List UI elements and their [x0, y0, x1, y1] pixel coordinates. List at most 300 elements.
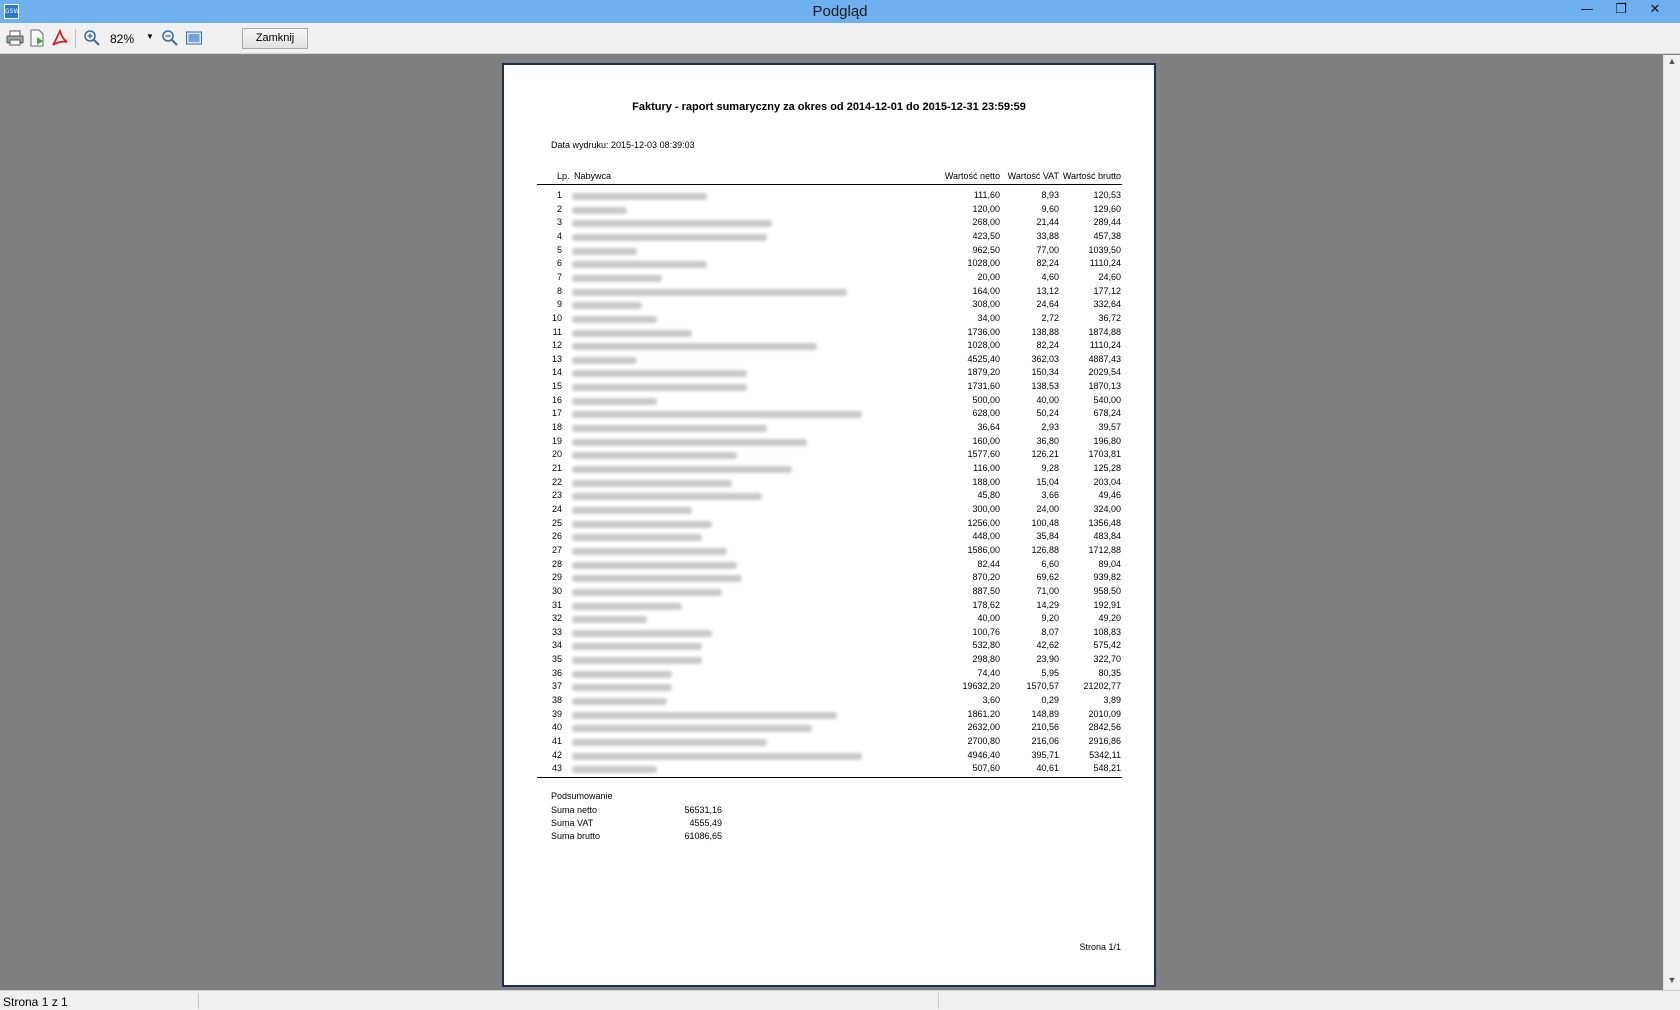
- row-vat: 6,60: [1041, 558, 1059, 569]
- row-vat: 9,20: [1041, 613, 1059, 624]
- row-lp: 38: [551, 695, 562, 706]
- row-netto: 448,00: [972, 531, 1000, 542]
- table-row: [504, 695, 1154, 708]
- row-buyer-redacted: [572, 671, 672, 678]
- row-brutto: 129,60: [1093, 203, 1121, 214]
- table-row: [504, 668, 1154, 681]
- row-lp: 41: [551, 736, 562, 746]
- row-buyer-redacted: [572, 248, 637, 255]
- row-brutto: 21202,77: [1083, 681, 1121, 692]
- table-row: [504, 709, 1154, 722]
- row-netto: 268,00: [972, 217, 1000, 228]
- vertical-scrollbar[interactable]: [1663, 55, 1680, 990]
- table-row: [504, 436, 1154, 449]
- row-buyer-redacted: [572, 343, 817, 350]
- row-brutto: 958,50: [1093, 585, 1121, 596]
- row-netto: 308,00: [972, 299, 1000, 310]
- row-netto: 2700,80: [967, 736, 1000, 746]
- row-lp: 22: [551, 476, 562, 487]
- window-title: Podgląd: [812, 3, 868, 20]
- row-lp: 15: [551, 381, 562, 392]
- row-buyer-redacted: [572, 603, 682, 610]
- toolbar-separator: [75, 29, 76, 48]
- page-view-icon[interactable]: [185, 29, 203, 47]
- row-vat: 14,29: [1036, 599, 1059, 610]
- row-vat: 5,95: [1041, 667, 1059, 678]
- row-netto: 82,44: [977, 558, 1000, 569]
- row-netto: 1028,00: [967, 258, 1000, 269]
- table-row: [504, 640, 1154, 653]
- row-brutto: 1870,13: [1088, 381, 1121, 392]
- table-row: [504, 258, 1154, 271]
- page-number: Strona 1/1: [1079, 942, 1121, 952]
- close-button[interactable]: Zamknij: [242, 28, 308, 49]
- footer-rule: [537, 777, 1122, 778]
- row-lp: 32: [551, 613, 562, 624]
- row-brutto: 177,12: [1093, 285, 1121, 296]
- row-brutto: 49,20: [1098, 613, 1121, 624]
- row-brutto: 196,80: [1093, 435, 1121, 446]
- table-row: [504, 736, 1154, 749]
- row-lp: 40: [551, 722, 562, 733]
- row-brutto: 2029,54: [1088, 367, 1121, 378]
- row-buyer-redacted: [572, 684, 672, 691]
- row-netto: 100,76: [972, 626, 1000, 637]
- table-row: [504, 449, 1154, 462]
- row-lp: 30: [551, 585, 562, 596]
- zoom-value: 82%: [110, 32, 135, 46]
- row-lp: 16: [551, 394, 562, 405]
- table-row: [504, 422, 1154, 435]
- row-buyer-redacted: [572, 643, 702, 650]
- row-lp: 9: [556, 299, 562, 310]
- pdf-icon[interactable]: [51, 29, 69, 47]
- row-vat: 210,56: [1031, 722, 1059, 733]
- row-vat: 148,89: [1031, 708, 1059, 719]
- row-netto: 111,60: [973, 190, 1000, 200]
- close-icon[interactable]: ✕: [1649, 2, 1661, 17]
- row-netto: 1028,00: [967, 340, 1000, 351]
- row-brutto: 289,44: [1093, 217, 1121, 228]
- row-netto: 120,00: [972, 203, 1000, 214]
- row-buyer-redacted: [572, 289, 847, 296]
- row-brutto: 324,00: [1093, 503, 1121, 514]
- row-vat: 42,62: [1036, 640, 1059, 651]
- row-buyer-redacted: [572, 411, 862, 418]
- row-lp: 39: [551, 708, 562, 719]
- row-brutto: 80,35: [1098, 667, 1121, 678]
- table-row: [504, 531, 1154, 544]
- row-brutto: 5342,11: [1089, 749, 1121, 760]
- row-netto: 1577,60: [967, 449, 1000, 460]
- row-netto: 116,00: [973, 463, 1000, 473]
- row-brutto: 457,38: [1093, 230, 1121, 241]
- row-lp: 12: [551, 340, 562, 351]
- table-row: [504, 504, 1154, 517]
- header-netto: Wartość netto: [944, 171, 1000, 181]
- row-netto: 20,00: [977, 271, 1000, 282]
- row-brutto: 322,70: [1093, 654, 1121, 665]
- row-netto: 188,00: [972, 476, 1000, 487]
- row-vat: 138,88: [1031, 326, 1059, 337]
- row-lp: 10: [551, 312, 562, 323]
- row-lp: 13: [551, 353, 562, 364]
- table-row: [504, 463, 1154, 476]
- row-buyer-redacted: [572, 193, 707, 200]
- row-lp: 42: [551, 749, 562, 760]
- row-netto: 1879,20: [967, 367, 1000, 378]
- row-brutto: 2916,86: [1088, 736, 1121, 746]
- app-icon: GSW: [4, 4, 19, 19]
- row-netto: 628,00: [972, 408, 1000, 419]
- table-row: [504, 217, 1154, 230]
- table-row: [504, 490, 1154, 503]
- row-lp: 4: [556, 230, 562, 241]
- row-lp: 23: [551, 490, 562, 501]
- table-row: [504, 722, 1154, 735]
- scroll-down-icon[interactable]: ▼: [1667, 975, 1677, 985]
- row-brutto: 1039,50: [1088, 244, 1121, 255]
- row-lp: 1: [556, 190, 562, 200]
- row-brutto: 3,89: [1103, 695, 1121, 706]
- row-buyer-redacted: [572, 725, 812, 732]
- table-row: [504, 627, 1154, 640]
- row-vat: 9,28: [1041, 463, 1059, 473]
- row-lp: 5: [556, 244, 562, 255]
- export-icon[interactable]: [28, 29, 46, 47]
- scroll-up-icon[interactable]: ▲: [1667, 56, 1677, 66]
- row-netto: 19632,20: [962, 681, 1000, 692]
- row-lp: 43: [551, 763, 562, 774]
- row-lp: 31: [551, 599, 562, 610]
- table-row: [504, 750, 1154, 763]
- row-brutto: 2010,09: [1088, 708, 1121, 719]
- row-brutto: 108,83: [1093, 626, 1121, 637]
- row-vat: 9,60: [1041, 203, 1059, 214]
- table-row: [504, 559, 1154, 572]
- row-lp: 37: [551, 681, 562, 692]
- row-netto: 1861,20: [967, 708, 1000, 719]
- table-row: [504, 518, 1154, 531]
- zoom-in-icon[interactable]: [83, 29, 101, 47]
- row-buyer-redacted: [572, 493, 762, 500]
- row-vat: 0,29: [1041, 695, 1059, 706]
- row-lp: 33: [551, 626, 562, 637]
- row-brutto: 483,84: [1093, 531, 1121, 542]
- row-buyer-redacted: [572, 480, 732, 487]
- row-lp: 11: [552, 326, 562, 337]
- row-vat: 36,80: [1036, 435, 1059, 446]
- title-bar: [0, 0, 1680, 23]
- row-lp: 20: [551, 449, 562, 460]
- row-buyer-redacted: [572, 357, 637, 364]
- row-buyer-redacted: [572, 425, 767, 432]
- table-row: [504, 681, 1154, 694]
- row-brutto: 125,28: [1093, 463, 1121, 473]
- row-brutto: 4887,43: [1088, 353, 1121, 364]
- row-vat: 24,64: [1036, 299, 1059, 310]
- row-vat: 4,60: [1041, 271, 1059, 282]
- row-buyer-redacted: [572, 439, 807, 446]
- row-buyer-redacted: [572, 698, 667, 705]
- row-buyer-redacted: [572, 370, 747, 377]
- row-netto: 2632,00: [967, 722, 1000, 733]
- row-brutto: 1712,88: [1088, 544, 1121, 555]
- row-brutto: 49,46: [1098, 490, 1121, 501]
- table-row: [504, 572, 1154, 585]
- row-netto: 298,80: [972, 654, 1000, 665]
- row-buyer-redacted: [572, 207, 627, 214]
- chevron-down-icon[interactable]: ▼: [146, 32, 154, 41]
- row-vat: 24,00: [1036, 503, 1059, 514]
- print-icon[interactable]: [6, 29, 24, 47]
- table-row: [504, 586, 1154, 599]
- row-vat: 2,72: [1041, 312, 1059, 323]
- row-vat: 150,34: [1031, 367, 1059, 378]
- status-page-info: Strona 1 z 1: [3, 995, 68, 1009]
- row-netto: 74,40: [977, 667, 1000, 678]
- table-row: [504, 190, 1154, 203]
- sum-vat-label: Suma VAT: [551, 818, 594, 828]
- row-buyer-redacted: [572, 630, 712, 637]
- row-vat: 362,03: [1031, 353, 1059, 364]
- row-netto: 423,50: [972, 230, 1000, 241]
- restore-icon[interactable]: ❐: [1615, 2, 1627, 17]
- table-row: [504, 286, 1154, 299]
- table-row: [504, 204, 1154, 217]
- row-lp: 2: [556, 203, 562, 214]
- table-row: [504, 654, 1154, 667]
- minimize-icon[interactable]: —: [1580, 2, 1594, 17]
- row-brutto: 192,91: [1093, 599, 1121, 610]
- row-buyer-redacted: [572, 302, 642, 309]
- row-lp: 19: [551, 435, 562, 446]
- row-buyer-redacted: [572, 562, 737, 569]
- row-brutto: 678,24: [1093, 408, 1121, 419]
- row-vat: 21,44: [1036, 217, 1059, 228]
- row-buyer-redacted: [572, 398, 657, 405]
- zoom-select[interactable]: [106, 29, 156, 48]
- table-row: [504, 327, 1154, 340]
- row-vat: 3,66: [1041, 490, 1059, 501]
- row-lp: 25: [551, 517, 562, 528]
- table-row: [504, 763, 1154, 776]
- row-vat: 1570,57: [1026, 681, 1059, 692]
- row-netto: 870,20: [972, 572, 1000, 583]
- row-buyer-redacted: [572, 234, 767, 241]
- row-brutto: 1703,81: [1088, 449, 1121, 460]
- row-vat: 50,24: [1036, 408, 1059, 419]
- row-brutto: 1110,24: [1089, 340, 1121, 351]
- row-netto: 40,00: [977, 613, 1000, 624]
- row-vat: 35,84: [1036, 531, 1059, 542]
- row-buyer-redacted: [572, 521, 712, 528]
- row-vat: 15,04: [1036, 476, 1059, 487]
- status-separator: [938, 993, 939, 1009]
- header-lp: Lp.: [557, 171, 570, 181]
- row-buyer-redacted: [572, 766, 657, 773]
- row-buyer-redacted: [572, 657, 702, 664]
- table-row: [504, 299, 1154, 312]
- row-netto: 3,60: [982, 695, 1000, 706]
- row-netto: 532,80: [972, 640, 1000, 651]
- sum-netto-value: 56531,16: [684, 805, 722, 815]
- status-separator: [198, 993, 199, 1009]
- row-vat: 126,21: [1031, 449, 1059, 460]
- row-brutto: 24,60: [1098, 271, 1121, 282]
- row-lp: 8: [556, 285, 562, 296]
- row-brutto: 548,21: [1093, 763, 1121, 774]
- sum-netto-label: Suma netto: [551, 805, 598, 815]
- table-row: [504, 272, 1154, 285]
- header-buyer: Nabywca: [574, 171, 612, 181]
- row-brutto: 540,00: [1093, 394, 1121, 405]
- row-brutto: 332,64: [1093, 299, 1121, 310]
- row-netto: 34,00: [977, 312, 1000, 323]
- row-brutto: 203,04: [1093, 476, 1121, 487]
- row-vat: 71,00: [1036, 585, 1059, 596]
- table-row: [504, 600, 1154, 613]
- row-netto: 500,00: [972, 394, 1000, 405]
- table-row: [504, 545, 1154, 558]
- row-vat: 82,24: [1036, 340, 1059, 351]
- row-vat: 138,53: [1031, 381, 1059, 392]
- row-netto: 178,62: [972, 599, 1000, 610]
- row-netto: 1586,00: [967, 544, 1000, 555]
- status-bar: [0, 990, 1680, 1010]
- row-vat: 8,93: [1041, 190, 1059, 200]
- sum-brutto-value: 61086,65: [684, 831, 722, 841]
- row-vat: 82,24: [1036, 258, 1059, 269]
- row-lp: 24: [551, 503, 562, 514]
- row-netto: 887,50: [972, 585, 1000, 596]
- row-vat: 8,07: [1041, 626, 1059, 637]
- sum-vat-value: 4555,49: [689, 818, 722, 828]
- row-netto: 160,00: [972, 435, 1000, 446]
- row-buyer-redacted: [572, 316, 657, 323]
- row-brutto: 1110,24: [1089, 258, 1121, 269]
- row-vat: 13,12: [1036, 285, 1059, 296]
- row-vat: 126,88: [1031, 544, 1059, 555]
- row-lp: 28: [551, 558, 562, 569]
- toolbar: [0, 23, 1680, 54]
- row-buyer-redacted: [572, 466, 792, 473]
- table-row: [504, 231, 1154, 244]
- print-date: Data wydruku: 2015-12-03 08:39:03: [551, 140, 695, 150]
- table-row: [504, 354, 1154, 367]
- row-vat: 23,90: [1036, 654, 1059, 665]
- table-row: [504, 245, 1154, 258]
- zoom-out-icon[interactable]: [161, 29, 179, 47]
- row-lp: 14: [551, 367, 562, 378]
- row-buyer-redacted: [572, 753, 862, 760]
- row-buyer-redacted: [572, 575, 742, 582]
- row-vat: 100,48: [1031, 517, 1059, 528]
- table-row: [504, 367, 1154, 380]
- row-lp: 27: [551, 544, 562, 555]
- row-lp: 29: [551, 572, 562, 583]
- row-vat: 40,61: [1036, 763, 1059, 774]
- row-netto: 1256,00: [967, 517, 1000, 528]
- row-buyer-redacted: [572, 548, 727, 555]
- table-row: [504, 613, 1154, 626]
- row-vat: 2,93: [1041, 422, 1059, 433]
- row-lp: 21: [551, 463, 562, 473]
- row-lp: 26: [551, 531, 562, 542]
- row-buyer-redacted: [572, 330, 692, 337]
- row-brutto: 1356,48: [1088, 517, 1121, 528]
- row-brutto: 939,82: [1093, 572, 1121, 583]
- row-vat: 69,62: [1036, 572, 1059, 583]
- row-buyer-redacted: [572, 507, 692, 514]
- row-buyer-redacted: [572, 616, 647, 623]
- row-vat: 216,06: [1031, 736, 1059, 746]
- header-brutto: Wartość brutto: [1062, 171, 1121, 181]
- row-lp: 36: [551, 667, 562, 678]
- header-rule: [537, 184, 1122, 185]
- row-netto: 45,80: [977, 490, 1000, 501]
- row-lp: 18: [551, 422, 562, 433]
- header-vat: Wartość VAT: [1007, 171, 1059, 181]
- row-buyer-redacted: [572, 384, 747, 391]
- row-lp: 7: [556, 271, 562, 282]
- row-netto: 4946,40: [967, 749, 1000, 760]
- row-brutto: 2842,56: [1088, 722, 1121, 733]
- row-buyer-redacted: [572, 275, 662, 282]
- table-row: [504, 313, 1154, 326]
- row-lp: 6: [556, 258, 562, 269]
- table-row: [504, 408, 1154, 421]
- row-brutto: 89,04: [1098, 558, 1121, 569]
- row-lp: 3: [556, 217, 562, 228]
- row-brutto: 36,72: [1098, 312, 1121, 323]
- row-netto: 1736,00: [967, 326, 1000, 337]
- row-buyer-redacted: [572, 739, 767, 746]
- row-brutto: 575,42: [1093, 640, 1121, 651]
- row-netto: 300,00: [972, 503, 1000, 514]
- row-brutto: 1874,88: [1088, 326, 1121, 337]
- row-vat: 40,00: [1036, 394, 1059, 405]
- row-netto: 36,64: [977, 422, 1000, 433]
- row-vat: 395,71: [1031, 749, 1059, 760]
- row-brutto: 39,57: [1098, 422, 1121, 433]
- table-row: [504, 477, 1154, 490]
- row-buyer-redacted: [572, 452, 737, 459]
- sum-brutto-label: Suma brutto: [551, 831, 601, 841]
- table-row: [504, 381, 1154, 394]
- row-buyer-redacted: [572, 220, 772, 227]
- row-buyer-redacted: [572, 534, 702, 541]
- row-buyer-redacted: [572, 261, 707, 268]
- row-buyer-redacted: [572, 712, 837, 719]
- row-brutto: 120,53: [1093, 190, 1121, 200]
- report-page: [502, 63, 1156, 987]
- summary-title: Podsumowanie: [551, 791, 613, 801]
- row-vat: 33,88: [1036, 230, 1059, 241]
- row-buyer-redacted: [572, 589, 722, 596]
- row-netto: 507,60: [972, 763, 1000, 774]
- row-vat: 77,00: [1036, 244, 1059, 255]
- row-netto: 4525,40: [967, 353, 1000, 364]
- row-netto: 164,00: [972, 285, 1000, 296]
- row-lp: 34: [551, 640, 562, 651]
- report-title: Faktury - raport sumaryczny za okres od 2014-12-01 do 2015-12-31 23:59:59: [632, 101, 1026, 113]
- table-row: [504, 340, 1154, 353]
- row-lp: 17: [551, 408, 562, 419]
- table-row: [504, 395, 1154, 408]
- row-netto: 1731,60: [967, 381, 1000, 392]
- row-lp: 35: [551, 654, 562, 665]
